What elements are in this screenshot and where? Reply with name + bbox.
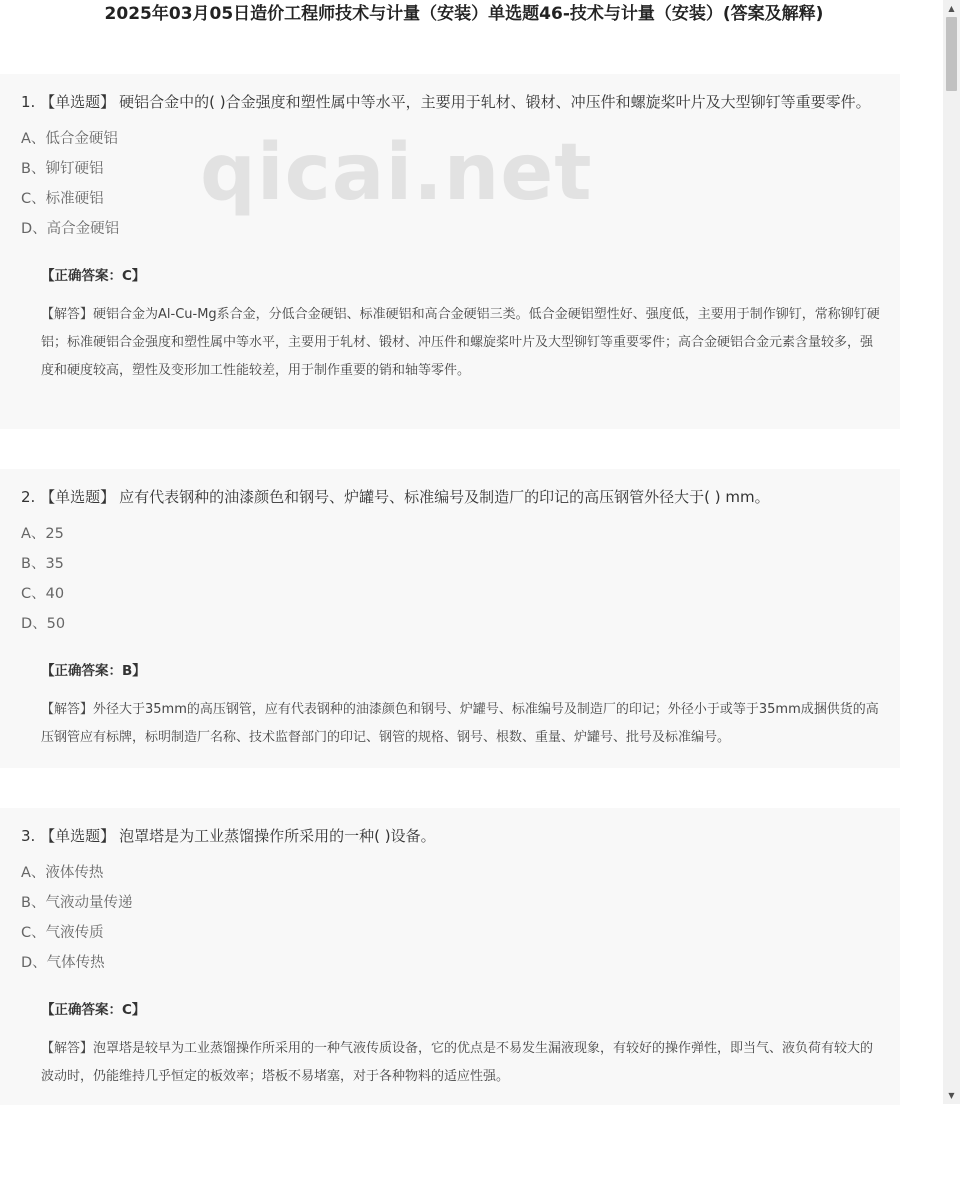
explanation bbox=[41, 696, 880, 752]
option-b[interactable]: B、35 bbox=[21, 556, 64, 572]
question-text: 泡罩塔是为工业蒸馏操作所采用的一种( )设备。 bbox=[119, 827, 436, 845]
correct-answer: 【正确答案：B】 bbox=[41, 663, 146, 679]
watermark: qicai.net bbox=[200, 128, 593, 218]
scroll-up-icon[interactable]: ▲ bbox=[948, 4, 955, 13]
option-d[interactable]: D、气体传热 bbox=[21, 955, 105, 971]
question-stem bbox=[21, 483, 880, 511]
option-b[interactable]: B、气液动量传递 bbox=[21, 895, 133, 911]
option-list bbox=[21, 858, 880, 978]
question-card-1 bbox=[0, 74, 900, 429]
question-card-2 bbox=[0, 469, 900, 768]
explanation-text: 泡罩塔是较早为工业蒸馏操作所采用的一种气液传质设备，它的优点是不易发生漏液现象，有较好的操作弹性，即当气、液负荷有较大的波动时，仍能维持几乎恒定的板效率；塔板不易堵塞，对于各种物料的适应性强。 bbox=[41, 1041, 874, 1084]
page-title: 2025年03月05日造价工程师技术与计量（安装）单选题46-技术与计量（安装）(答案及解释) bbox=[104, 4, 824, 24]
explanation bbox=[41, 301, 880, 385]
explanation-label: 【解答】 bbox=[41, 1041, 94, 1056]
question-type-label: 【单选题】 bbox=[40, 827, 116, 845]
option-a[interactable]: A、液体传热 bbox=[21, 865, 104, 881]
option-d[interactable]: D、高合金硬铝 bbox=[21, 221, 120, 237]
question-number: 1. bbox=[21, 93, 36, 111]
question-text: 应有代表钢种的油漆颜色和钢号、炉罐号、标准编号及制造厂的印记的高压钢管外径大于( ) mm。 bbox=[119, 488, 770, 506]
explanation-label: 【解答】 bbox=[41, 307, 94, 322]
question-text: 硬铝合金中的( )合金强度和塑性属中等水平，主要用于轧材、锻材、冲压件和螺旋桨叶片及大型铆钉等重要零件。 bbox=[119, 93, 871, 111]
scroll-down-icon[interactable]: ▼ bbox=[948, 1091, 955, 1100]
option-c[interactable]: C、气液传质 bbox=[21, 925, 104, 941]
question-number: 2. bbox=[21, 488, 36, 506]
explanation-text: 硬铝合金为Al-Cu-Mg系合金，分低合金硬铝、标准硬铝和高合金硬铝三类。低合金硬铝塑性好、强度低，主要用于制作铆钉，常称铆钉硬铝；标准硬铝合金强度和塑性属中等水平，主要用于轧材、锻材、冲压件和螺旋桨叶片及大型铆钉等重要零件；高合金硬铝合金元素含量较多，强度和硬度较高，塑性及变形加工性能较差，用于制作重要的销和轴等零件。 bbox=[41, 307, 880, 378]
question-card-3 bbox=[0, 808, 900, 1105]
explanation-label: 【解答】 bbox=[41, 702, 94, 717]
option-c[interactable]: C、标准硬铝 bbox=[21, 191, 104, 207]
option-list bbox=[21, 519, 880, 639]
option-b[interactable]: B、铆钉硬铝 bbox=[21, 161, 104, 177]
scrollbar-thumb[interactable] bbox=[946, 17, 957, 91]
explanation bbox=[41, 1035, 880, 1091]
option-a[interactable]: A、25 bbox=[21, 526, 64, 542]
correct-answer: 【正确答案：C】 bbox=[41, 1002, 146, 1018]
option-list bbox=[21, 124, 880, 244]
question-type-label: 【单选题】 bbox=[40, 93, 116, 111]
question-type-label: 【单选题】 bbox=[40, 488, 116, 506]
explanation-text: 外径大于35mm的高压钢管，应有代表钢种的油漆颜色和钢号、炉罐号、标准编号及制造厂的印记；外径小于或等于35mm成捆供货的高压钢管应有标牌，标明制造厂名称、技术监督部门的印记、钢管的规格、钢号、根数、重量、炉罐号、批号及标准编号。 bbox=[41, 702, 879, 745]
question-stem bbox=[21, 88, 880, 116]
vertical-scrollbar[interactable] bbox=[943, 0, 960, 1104]
option-a[interactable]: A、低合金硬铝 bbox=[21, 131, 118, 147]
question-stem bbox=[21, 822, 880, 850]
correct-answer: 【正确答案：C】 bbox=[41, 268, 146, 284]
option-d[interactable]: D、50 bbox=[21, 616, 66, 632]
option-c[interactable]: C、40 bbox=[21, 586, 65, 602]
question-number: 3. bbox=[21, 827, 36, 845]
